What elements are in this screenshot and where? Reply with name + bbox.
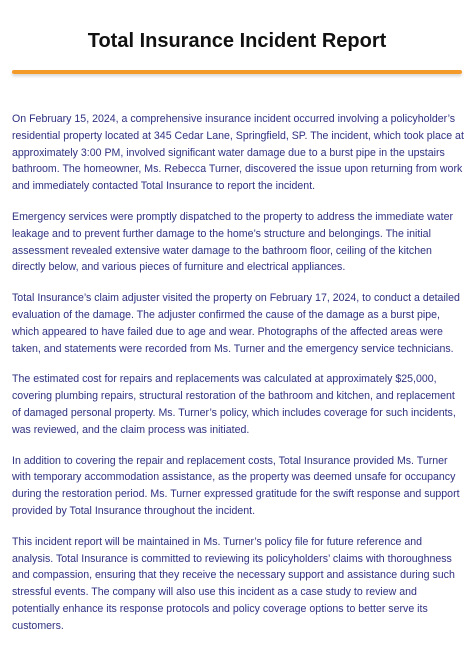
paragraph-incident-summary: On February 15, 2024, a comprehensive insurance incident occurred involving a policyholder’s residential property located at 345 Cedar Lane, Springfield, SP. The incident, which took place at approximately 3:00 PM, involved significant water damage due to a burst pipe in the upstairs bathroom. The homeowner, Ms. Rebecca Turner, discovered the issue upon returning from work and immediately contacted Total Insurance to report the incident. <box>12 113 464 193</box>
report-body <box>12 111 464 649</box>
paragraph-claim-evaluation: Total Insurance’s claim adjuster visited the property on February 17, 2024, to conduct a detailed evaluation of the damage. The adjuster confirmed the cause of the damage as a burst pipe, which appeared to have failed due to age and wear. Photographs of the affected areas were taken, and statements were recorded from Ms. Turner and the emergency service technicians. <box>12 292 460 355</box>
title-divider <box>12 70 462 74</box>
paragraph-emergency-response: Emergency services were promptly dispatched to the property to address the immediate water leakage and to prevent further damage to the home’s structure and belongings. The initial assessment revealed extensive water damage to the bathroom floor, ceiling of the kitchen directly below, and various pieces of furniture and electrical appliances. <box>12 210 454 274</box>
paragraph-accommodation: In addition to covering the repair and replacement costs, Total Insurance provided Ms. Turner with temporary accommodation assistance, as the property was deemed unsafe for occupancy during the restoration period. Ms. Turner expressed gratitude for the swift response and support provided by Total Insurance throughout the incident. <box>12 454 460 517</box>
paragraph-cost-estimate: The estimated cost for repairs and replacements was calculated at approximately $25,000, covering plumbing repairs, structural restoration of the bathroom and kitchen, and replacement of damaged personal property. Ms. Turner’s policy, which includes coverage for such incidents, was reviewed, and the claim process was initiated. <box>12 373 456 436</box>
page-title: Total Insurance Incident Report <box>87 30 387 52</box>
paragraph-record-keeping: This incident report will be maintained in Ms. Turner’s policy file for future reference and analysis. Total Insurance is committed to reviewing its policyholders’ claims with thoroughness and compassion, ensuring that they receive the necessary support and assistance during such stressful events. The company will also use this incident as a case study to review and potentially enhance its response protocols and policy coverage options to better serve its customers. <box>12 535 455 632</box>
